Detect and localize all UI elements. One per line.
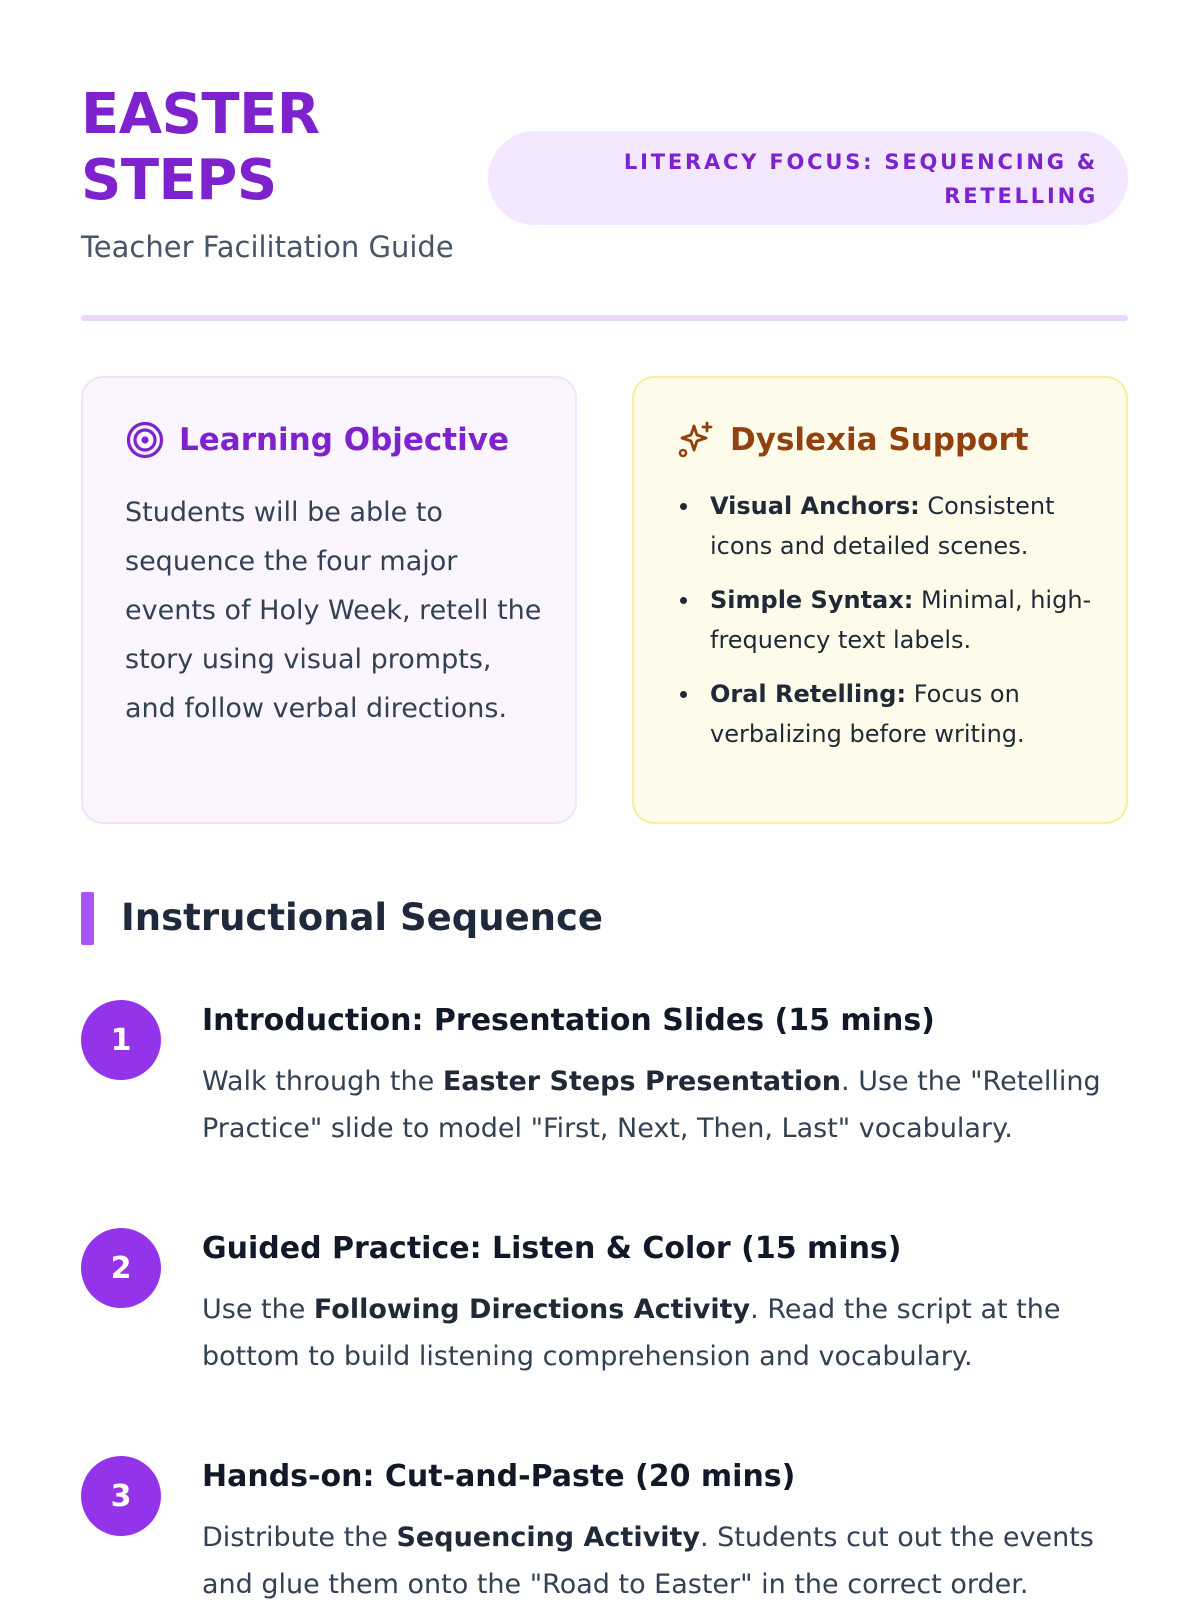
literacy-focus-badge [488, 131, 1128, 225]
target-icon [125, 420, 165, 460]
step-number-badge: 3 [81, 1456, 161, 1536]
step-description [202, 1514, 1137, 1608]
page-subtitle: Teacher Facilitation Guide [81, 230, 454, 264]
step-1 [81, 1000, 1141, 1160]
support-item-text: Focus on verbalizing before writing. [710, 680, 1025, 748]
learning-objective-card [81, 376, 577, 824]
support-item-text: Consistent icons and detailed scenes. [710, 492, 1055, 560]
step-text: . Read the script at the bottom to build listening comprehension and vocabulary. [202, 1294, 1061, 1372]
step-text: Walk through the [202, 1066, 443, 1097]
focus-line-1: LITERACY FOCUS: SEQUENCING & [623, 150, 1098, 174]
header-divider [81, 315, 1128, 321]
step-text: . Students cut out the events and glue them onto the "Road to Easter" in the correct order. [202, 1522, 1094, 1600]
learning-objective-text: Students will be able to sequence the four major events of Holy Week, retell the story using visual prompts, and follow verbal directions. [125, 497, 542, 724]
focus-line-2: RETELLING [944, 184, 1098, 208]
step-text: Distribute the [202, 1522, 397, 1553]
step-title: Hands-on: Cut-and-Paste (20 mins) [202, 1459, 796, 1494]
bullet-dot [680, 503, 687, 510]
step-number-badge: 1 [81, 1000, 161, 1080]
section-title: Instructional Sequence [121, 896, 604, 939]
sparkles-icon [676, 420, 716, 460]
step-title: Introduction: Presentation Slides (15 mins) [202, 1003, 935, 1038]
step-3 [81, 1456, 1141, 1600]
title-line-1: EASTER [81, 82, 320, 147]
support-item-term: Visual Anchors: [710, 492, 920, 520]
page-title [81, 82, 461, 214]
step-number-badge: 2 [81, 1228, 161, 1308]
support-item-term: Oral Retelling: [710, 680, 907, 708]
step-2 [81, 1228, 1141, 1388]
support-item-oral-retelling [676, 674, 1106, 754]
step-resource: Following Directions Activity [313, 1294, 751, 1325]
step-resource: Easter Steps Presentation [442, 1066, 842, 1097]
support-item-term: Simple Syntax: [710, 586, 914, 614]
bullet-dot [680, 597, 687, 604]
support-item-visual-anchors [676, 486, 1106, 566]
title-line-2: STEPS [81, 148, 277, 213]
step-resource: Sequencing Activity [396, 1522, 700, 1553]
dyslexia-support-header [676, 420, 1029, 460]
support-item-text: Minimal, high-frequency text labels. [710, 586, 1092, 654]
dyslexia-support-card [632, 376, 1128, 824]
step-text: . Use the "Retelling Practice" slide to model "First, Next, Then, Last" vocabulary. [202, 1066, 1101, 1144]
dyslexia-support-list [676, 486, 1106, 768]
bullet-dot [680, 691, 687, 698]
step-title: Guided Practice: Listen & Color (15 mins) [202, 1231, 902, 1266]
step-text: Use the [202, 1294, 314, 1325]
dyslexia-support-title: Dyslexia Support [730, 422, 1029, 458]
step-description [202, 1286, 1137, 1380]
support-item-simple-syntax [676, 580, 1106, 660]
section-accent-bar [81, 892, 94, 945]
learning-objective-header [125, 420, 509, 460]
learning-objective-title: Learning Objective [179, 422, 509, 458]
step-description [202, 1058, 1137, 1152]
